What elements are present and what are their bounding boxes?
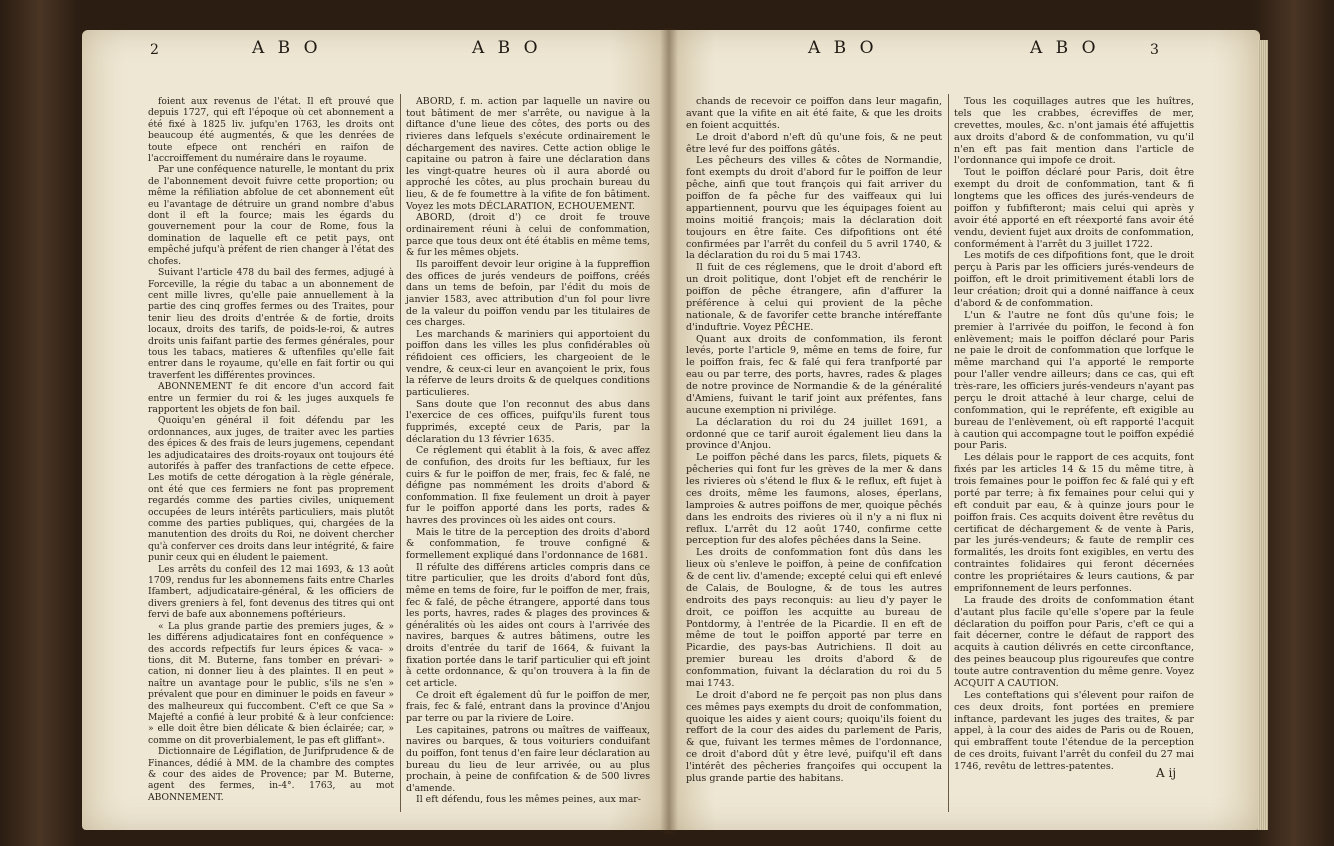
paragraph: Il fuit de ces réglemens, que le droit d'abord eft un droit politique, dont l'objet eft de renchérir le poiffon de pêche étrangere, afin d'affurer la préférence à celui qui provient de la pêche nationale, & de favorifer cette branche intéreffante d'induftrie. Voyez PÊCHE. [686,262,942,333]
paragraph: Sans doute que l'on reconnut des abus dans l'exercice de ces offices, puifqu'ils furent tous fupprimés, excepté ceux de Paris, par la déclaration du 13 février 1635. [406,398,650,445]
paragraph: Dictionnaire de Légiflation, de Jurifprudence & de Finances, dédié à MM. de la chambre des comptes & cour des aides de Provence; par M. Buterne, agent des fermes, in-4°. 1763, au mot ABONNEMENT. [148,746,394,803]
paragraph: Les arrêts du confeil des 12 mai 1693, & 13 août 1709, rendus fur les abonnemens faits entre Charles Ifambert, adjudicataire-général, & les officiers de divers greniers à fel, font devenus des titres qui ont fervi de bafe aux abonnemens poftérieurs. [148,563,394,621]
paragraph: Les pêcheurs des villes & côtes de Normandie, font exempts du droit d'abord fur le poiffon de leur pêche, ainfi que tout françois qui fait arriver du poiffon de fa pêche fur des vaiffeaux qui lui appartiennent, pourvu que les équipages foient au moins moitié françois; mais la déclaration doit toujours en être faite. Ces difpofitions ont été confirmées par l'arrêt du confeil du 5 avril 1740, & la déclaration du roi du 5 mai 1743. [686,155,942,262]
paragraph: Les droits de confommation font dûs dans les lieux où s'enleve le poiffon, à peine de confifcation & de cent liv. d'amende; excepté celui qui eft enlevé de Calais, de Boulogne, & de tous les autres endroits des pays reconquis: au lieu d'y payer le droit, ce poiffon les acquitte au bureau de Pontdormy, à l'entrée de la Picardie. Il en eft de même de tout le poiffon apporté par terre en Picardie, des pays-bas Autrichiens. Il doit au premier bureau les droits d'abord & de confommation, fuivant la déclaration du roi du 5 mai 1743. [686,547,942,689]
left-running-head-2: A B O [472,38,542,58]
left-column-rule [400,94,401,812]
paragraph: Tous les coquillages autres que les huîtres, tels que les crabbes, écreviffes de mer, crevettes, moules, &c. n'ont jamais été affujettis aux droits d'abord & de confommation, vu qu'il n'en eft pas fait mention dans l'article de l'ordonnance qui impofe ce droit. [954,96,1194,167]
paragraph: Le droit d'abord ne fe perçoit pas non plus dans ces mêmes pays exempts du droit de confommation, quoique les aides y aient cours; quoiqu'ils foient du reffort de la cour des aides du parlement de Paris, & que, fuivant les termes mêmes de l'ordonnance, ce droit d'abord dût y être levé, puifqu'il eft dans l'intérêt des pêcheries françoifes qui occupent la plus grande partie des habitans. [686,689,942,784]
paragraph: Il eft défendu, fous les mêmes peines, aux mar- [416,794,641,806]
paragraph: La déclaration du roi du 24 juillet 1691, a ordonné que ce tarif auroit également lieu dans la province d'Anjou. [686,416,942,452]
left-page-number: 2 [150,42,159,58]
paragraph: Les délais pour le rapport de ces acquits, font fixés par les articles 14 & 15 du même titre, à trois femaines pour le poiffon fec & falé qui y eft porté par terre; à fix femaines pour celui qui y eft conduit par eau, & à quinze jours pour le poiffon frais. Ces acquits doivent être revêtus du certificat de déchargement & de vente à Paris, par les jurés-vendeurs; & faute de remplir ces formalités, les droits font exigibles, en vertu des contraintes folidaires qui feront décernées contre les propriétaires & leurs cautions, & par emprifonnement de leurs perfonnes. [954,452,1194,594]
left-page-column-2 [406,96,650,806]
left-page-column-1 [148,96,394,803]
paragraph: Les marchands & mariniers qui apportoient du poiffon dans les villes les plus confidérables où réfidoient ces officiers, les chargeoient de le vendre, & ceux-ci leur en avançoient le prix, fous la réferve de leurs droits & de quelques conditions particulieres. [406,328,650,399]
paragraph: Les conteftations qui s'élevent pour raifon de ces deux droits, font portées en premiere inftance, pardevant les juges des traites, & par appel, à la cour des aides de Paris ou de Rouen, qui embraffent toute l'étendue de la perception de ces droits, fuivant l'arrêt du confeil du 27 mai 1746, revêtu de lettres-patentes. [954,689,1194,772]
paragraph: ABONNEMENT fe dit encore d'un accord fait entre un fermier du roi & les juges auxquels fe rapportent les objets de fon bail. [148,381,394,415]
right-running-head-1: A B O [808,38,878,58]
paragraph: chands de recevoir ce poiffon dans leur magafin, avant que la vifite en ait été faite, & que les droits en foient acquittés. [686,96,942,131]
paragraph: Il réfulte des différens articles compris dans ce titre particulier, que les droits d'abord font dûs, même en tems de foire, fur le poiffon de mer, frais, fec & falé, de pêche étrangere, apporté dans tous les ports, havres, rades & plages des provinces & généralités où les aides ont cours à l'arrivée des navires, barques & autres bâtimens, outre les droits d'entrée du tarif de 1664, & fuivant la fixation portée dans le tarif particulier qui eft joint à cette ordonnance, & qu'on trouvera à la fin de cet article. [406,561,650,690]
paragraph: ABORD, (droit d') ce droit fe trouve ordinairement réuni à celui de confommation, parce que tous deux ont été établis en même tems, & fur les mêmes objets. [406,212,650,259]
left-running-head-1: A B O [252,38,322,58]
paragraph: Les motifs de ces difpofitions font, que le droit perçu à Paris par les officiers jurés-vendeurs de poiffon, eft le droit primitivement établi lors de leur création; droit qui a donné naiffance à ceux d'abord & de confommation. [954,250,1194,309]
signature-mark: A ij [1156,766,1177,780]
right-page-column-2 [954,96,1194,773]
paragraph: foient aux revenus de l'état. Il eft prouvé que depuis 1727, qui eft l'époque où cet abonnement a été fixé à 1825 liv. jufqu'en 1763, les droits ont beaucoup été augmentés, & que les denrées de toute efpece ont renchéri en raifon de l'accroiffement du numéraire dans le royaume. [148,96,394,165]
right-page-column-1 [686,96,942,785]
paragraph: Le poiffon pêché dans les parcs, filets, piquets & pêcheries qui font fur les grèves de la mer & dans les rivieres où s'étend le flux & le reflux, eft fujet à ces droits, même les faumons, aloses, éperlans, lamproies & autres poiffons de mer, quoique pêchés dans les endroits des rivieres où il n'y a ni flux ni reflux. L'arrêt du 12 août 1740, confirme cette perception fur des alofes pêchées dans la Seine. [686,452,942,547]
page-edges [1258,40,1268,830]
paragraph: La fraude des droits de confommation étant d'autant plus facile qu'elle s'opere par la feule déclaration du poiffon pour Paris, c'eft ce qui a fait décerner, contre le défaut de rapport des acquits à caution délivrés en cette circonftance, des peines beaucoup plus rigoureufes que contre toute autre contravention du même genre. Voyez ACQUIT A CAUTION. [954,594,1194,689]
paragraph: Les capitaines, patrons ou maîtres de vaiffeaux, navires ou barques, & tous voituriers conduifant du poiffon, font tenus d'en faire leur déclaration au bureau du lieu de leur arrivée, ou au plus prochain, à peine de confifcation & de 500 livres d'amende. [406,724,650,794]
paragraph: Mais le titre de la perception des droits d'abord & confommation, fe trouve configné & formellement expliqué dans l'ordonnance de 1681. [406,526,650,561]
paragraph: Tout le poiffon déclaré pour Paris, doit être exempt du droit de confommation, tant & fi longtems que les offices des jurés-vendeurs de poiffon y fubfifteront; mais celui qui après y avoir été apporté en eft réexporté fans avoir été vendu, devient fujet aux droits de confommation, conformément à l'arrêt du 3 juillet 1722. [954,167,1194,250]
paragraph: Ce réglement qui établit à la fois, & avec affez de confufion, des droits fur les beftiaux, fur les cuirs & fur le poiffon de mer, frais, fec & falé, ne défigne pas nommément les droits d'abord & confommation. Il fixe feulement un droit à payer fur le poiffon apporté dans les ports, rades & havres des provinces où les aides ont cours. [406,445,650,527]
paragraph: ABORD, f. m. action par laquelle un navire ou tout bâtiment de mer s'arrête, ou navigue à la diftance d'une lieue des côtes, des ports ou des rivieres dans lefquels s'exécute ordinairement le déchargement des navires. Cette action oblige le capitaine ou patron à faire une déclaration dans les vingt-quatre heures où il aura abordé ou approché les côtes, au plus prochain bureau du lieu, & de fe foumettre à la vifite de fon bâtiment. Voyez les mots DÉCLARATION, ECHOUEMENT. [406,96,650,212]
paragraph: Suivant l'article 478 du bail des fermes, adjugé à Forceville, la régie du tabac a un abonnement de cent mille livres, qu'elle paie annuellement à la partie des cinq groffes fermes ou des Traites, pour tenir lieu des droits d'entrée & de fortie, droits locaux, droits des tarifs, de poids-le-roi, & autres droits unis faifant partie des fermes générales, pour tous les tabacs, matieres & uftenfiles qu'elle fait entrer dans le royaume, qu'elle en fait fortir ou qui traverfent les différentes provinces. [148,267,394,381]
paragraph: L'un & l'autre ne font dûs qu'une fois; le premier à l'arrivée du poiffon, le fecond à fon enlèvement; mais le poiffon déclaré pour Paris ne paie le droit de confommation que lorfque le même marchand qui l'a apporté le remporte pour l'aller vendre ailleurs; dans ce cas, qui eft très-rare, les officiers jurés-vendeurs n'ayant pas perçu le droit attaché à leur charge, celui de confommation, qui le repréfente, eft exigible au bureau de l'enlèvement, où eft rapporté l'acquit à caution qui accompagne tout le poiffon expédié pour Paris. [954,309,1194,452]
right-page-number: 3 [1150,42,1159,58]
paragraph: « La plus grande partie des premiers juges, & » les différens adjudicataires font en conféquence » des accords refpectifs fur leurs épices & vaca- » tions, dit M. Buterne, fans tomber en prévari- » cation, ni donner lieu à des plaintes. Il en peut » naître un avantage pour le public, s'ils ne s'en » prévalent que pour en diminuer le poids en faveur » des malheureux qui fuccombent. C'eft ce que Sa » Majefté a confié à leur probité & à leur confcience: » elle doit être bien délicate & bien éclairée; car, » comme on dit proverbialement, le pas eft gliffant». [148,620,394,746]
right-running-head-2: A B O [1030,38,1100,58]
right-column-rule [948,94,949,812]
paragraph: Ils paroiffent devoir leur origine à la fuppreffion des offices de jurés vendeurs de poiffons, créés dans un tems de befoin, par l'édit du mois de janvier 1583, avec attribution d'un fol pour livre de la valeur du poiffon vendu par les titulaires de ces charges. [406,258,650,329]
paragraph: Ce droit eft également dû fur le poiffon de mer, frais, fec & falé, entrant dans la province d'Anjou par terre ou par la riviere de Loire. [406,689,650,724]
paragraph: Quant aux droits de confommation, ils feront levés, porte l'article 9, même en tems de foire, fur le poiffon frais, fec & falé qui fera tranfporté par eau ou par terre, des ports, havres, rades & plages de notre province de Normandie & de la généralité d'Amiens, fuivant le tarif joint aux préfentes, fans aucune exemption ni privilége. [686,333,942,416]
paragraph: Le droit d'abord n'eft dû qu'une fois, & ne peut être levé fur des poiffons gâtés. [686,131,942,155]
book-gutter [660,28,678,834]
paragraph: Quoiqu'en général il foit défendu par les ordonnances, aux juges, de traiter avec les parties des épices & des frais de leurs jugemens, cependant les adjudicataires des droits-royaux ont toujours été autorifés à paffer des tranfactions de cette efpece. Les motifs de cette dérogation à la règle générale, ont été que ces fermiers ne font pas proprement regardés comme des parties civiles, uniquement occupées de leurs intérêts particuliers, mais plutôt comme des parties publiques, qui, chargées de la manutention des droits du Roi, ne doivent chercher qu'à conferver ces droits dans leur intégrité, & faire punir ceux qui en éludent le paiement. [148,415,394,564]
paragraph: Par une conféquence naturelle, le montant du prix de l'abonnement devoit fuivre cette proportion; ou même la réfiliation abfolue de cet abonnement eût eu l'avantage de détruire un grand nombre d'abus dont il eft la fource; mais les égards du gouvernement pour la cour de Rome, fous la domination de laquelle eft ce petit pays, ont empêché jufqu'à préfent de rien changer à l'état des chofes. [148,164,394,267]
